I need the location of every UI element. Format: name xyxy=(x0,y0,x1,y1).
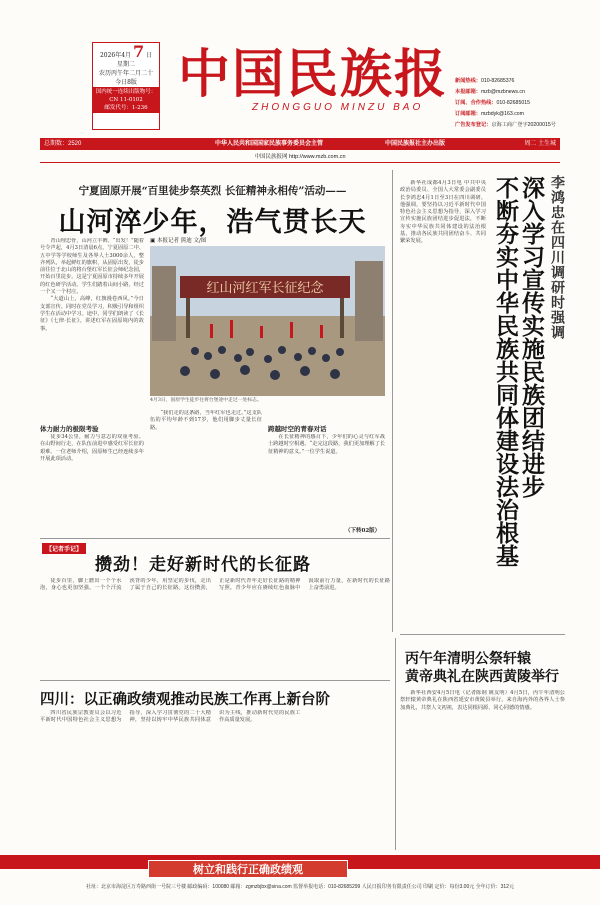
footer-info: 社址：北京市海淀区万寿路西街一号院三号楼 邮政编码：100080 邮箱：zgmzbjbx@sina.com 监督举报电话：010-82685299 人民日报印务有限责任公司 印刷 定价：每份3.00元 全年订价：312元 xyxy=(86,884,514,890)
sichuan-body: 四川省民族宗教委员会以习近平新时代中国特色社会主义思想为指导，深入学习贯彻党的二十大精神，坚持以铸牢中华民族共同体意识为主线，推动新时代党的民族工作高质量发展。 xyxy=(40,710,301,724)
commentary-headline: 攒劲！走好新时代的长征路 xyxy=(95,555,311,575)
sichuan-headline: 四川：以正确政绩观推动民族工作再上新台阶 xyxy=(40,691,330,708)
shaanxi-headline-2: 黄帝典礼在陕西黄陵举行 xyxy=(405,669,559,685)
band-label: 国内统一连续出版物号： xyxy=(95,89,157,95)
shaanxi-divider xyxy=(400,634,565,635)
contact-row: 订阅、合作热线：010-82685015 xyxy=(455,100,530,106)
photo-sign: 红山河红军长征纪念 xyxy=(206,281,324,296)
contact-row: 本报邮箱：mzb@mzbnews.cn xyxy=(455,89,525,95)
publisher-line: 中华人民共和国国家民族事务委员会主管 xyxy=(215,141,324,147)
shaanxi-body: 新华社西安4月5日电（记者陈钢 姚友明）4月5日，丙午年清明公祭轩辕黄帝典礼在陕西省延安市黄陵县举行。来自海内外的各界人士参加典礼，共祭人文初祖，表达同根同源、同心同德的情感。 xyxy=(400,690,565,711)
lead-caption: 4月3日，固原学生徒步往将台堡途中走过一处标志。 xyxy=(150,398,262,403)
website-line: 中国民族报网 http://www.mzb.com.cn xyxy=(254,154,346,160)
contact-row: 新闻热线：010-82685376 xyxy=(455,78,515,84)
contact-row: 订阅邮箱：mzbdyk@163.com xyxy=(455,111,524,117)
page-count: 今日8版 xyxy=(115,79,137,86)
date-box xyxy=(92,42,160,130)
contact-row: 广告发布登记：京海工商广登字20200015号 xyxy=(455,122,556,128)
lead-subhead-1: 体力耐力的极限考验 xyxy=(40,425,99,433)
vertical-subhead: 李鸿忠在四川调研时强调 xyxy=(549,175,565,340)
commentary-tag: 【记者手记】 xyxy=(42,543,86,554)
camera-icon: ▣ xyxy=(150,238,156,244)
commentary-body: 徒步百里，脚上磨出一个个水泡，身心也更加坚强。一个个汗流浃背的少年，用坚定的步伐，走出了属于自己的长征路。这份攒劲，正是新时代青年走好长征路的精神写照。青少年应在赓续红色血脉中汲取前行力量，在新时代的长征路上奋勇前进。 xyxy=(40,578,390,592)
publisher-line-2: 中国民族报社主办出版 xyxy=(385,141,446,147)
lead-kicker: 宁夏固原开展“百里徒步祭英烈 长征精神永相传”活动—— xyxy=(78,185,347,197)
sichuan-divider xyxy=(40,680,390,681)
shaanxi-headline-1: 丙午年清明公祭轩辕 xyxy=(405,651,531,667)
date-day-suffix: 日 xyxy=(146,52,153,59)
vertical-headline-b: 不断夯实中华民族共同体建设法治根基 xyxy=(492,176,519,567)
week-label: 周二 土生城 xyxy=(524,141,556,147)
lead-subhead-2: 跨越时空的青春对话 xyxy=(268,425,327,433)
issue-number: 总期数：2520 xyxy=(44,141,82,147)
lead-body-mid: “我们走的这条路，当年红军也走过。”这支队伍的平均年龄不到17岁，他们用脚步丈量长征路。 xyxy=(150,410,262,431)
weekday: 星期二 xyxy=(116,61,135,68)
cn-number: CN 11-0102 xyxy=(109,97,143,103)
contact-info xyxy=(455,76,565,131)
sichuan-box-label: 树立和践行正确政绩观 xyxy=(148,860,348,878)
section-divider xyxy=(40,538,390,539)
date-line: 2026年4月 xyxy=(99,52,132,59)
photo-illustration xyxy=(150,246,385,396)
lead-byline: ▣ 本报记者 熊迪 文/图 xyxy=(150,238,207,244)
vertical-body: 新华社成都4月3日电 中共中央政治局委员、全国人大常委会副委员长李鸿忠4月1日至3日在四川调研。他强调，要坚持以习近平新时代中国特色社会主义思想为指导，深入学习宣传实施民族团结进步促进法，不断夯实中华民族共同体建设的法治根基，推动各民族共同团结奋斗、共同繁荣发展。 xyxy=(400,180,486,245)
date-day: 7 xyxy=(132,42,145,61)
newspaper-pinyin: ZHONGGUO MINZU BAO xyxy=(252,102,424,113)
registration-band xyxy=(93,87,159,113)
lead-headline: 山河淬少年，浩气贯长天 xyxy=(58,207,367,238)
lead-body-right: 在长征精神的感召下，少年们的心灵与红军战士跨越时空相遇。“走完这段路，我们更加理解了长征精神的意义。”一位学生说道。 xyxy=(268,434,385,455)
column-divider xyxy=(392,170,393,632)
lead-continue: （下转02版） xyxy=(345,528,381,534)
vertical-body-cont xyxy=(400,582,565,626)
postal-code: 邮发代号：1-236 xyxy=(104,105,148,111)
masthead-divider xyxy=(40,162,560,163)
publisher-bar xyxy=(40,138,560,150)
newspaper-logo: 中国民族报 xyxy=(178,44,449,105)
lower-column-divider xyxy=(395,638,396,850)
lead-photo xyxy=(150,246,385,396)
lead-body-mid-left: 徒步34公里，耐力与意志的双重考验。在山野间行走，在队伍前进中感受红军长征的艰难。一位老师介绍，固原师生已经连续多年开展此项活动。 xyxy=(40,434,144,462)
lunar-date: 农历丙午年二月二十 xyxy=(98,70,153,77)
lead-body-left: 青山埋忠骨，山河立丰碑。“出发！”随着号令声起，4月3日清晨6点，宁夏固原二中、五中学等学校师生及各界人士3000余人，整齐列队，举起鲜红的旗帜，从固原出发，徒步前往位于北山的将台堡红军长征会师纪念园，开始百里徒步。这是宁夏固原市持续多年开展的红色研学活动。学生们踏着山间小路，经过一个又一个村庄。 “大道山上，高峰，红旗漫卷西风。”今日支部宣传。同时在党员学习，积极引导和组织学生在活动中学习。途中，同学们朗读了《长征》《七律·长征》。讲述红军在固原境内的故事。 xyxy=(40,238,144,332)
vertical-headline-a: 深入学习宣传实施民族团结进步 xyxy=(518,176,545,498)
